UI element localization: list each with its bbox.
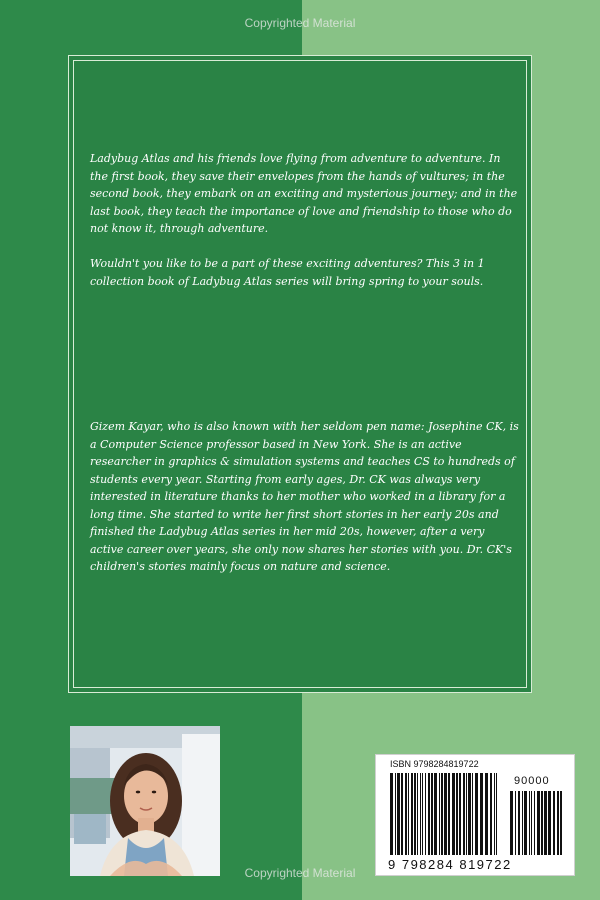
author-bio: Gizem Kayar, who is also known with her seldom pen name: Josephine CK, is a Computer Science professor based in New York. She is an active researcher in graphics & simulation systems and teaches CS to hundreds of students every year. Starting from early ages, Dr. CK was always very interested in literature thanks to her mother who worked in a library for a long time. She started to write her first short stories in her early 20s and finished the Ladybug Atlas series in her mid 20s, however, after a very active career over years, she only now shares her stories with you. Dr. CK's children's stories mainly focus on nature and science. — [90, 420, 519, 573]
barcode-bar — [431, 773, 433, 855]
barcode-bar — [414, 773, 416, 855]
barcode-bar — [510, 791, 513, 855]
barcode-bar — [422, 773, 423, 855]
author-photo-image — [70, 726, 220, 876]
barcode-bar — [441, 773, 443, 855]
isbn-label: ISBN 9798284819722 — [390, 759, 479, 769]
barcode-bar — [496, 773, 497, 855]
barcode-bar — [448, 773, 450, 855]
barcode-bar — [537, 791, 540, 855]
barcode-bar — [541, 791, 543, 855]
barcode-bar — [452, 773, 455, 855]
barcode-bar — [553, 791, 555, 855]
ean-number: 9 798284 819722 — [388, 857, 512, 872]
barcode-bar — [463, 773, 465, 855]
addon-number: 90000 — [514, 775, 550, 787]
barcode-bar — [557, 791, 559, 855]
barcode-bar — [548, 791, 551, 855]
ean-bars — [390, 773, 497, 855]
barcode-bar — [480, 773, 483, 855]
barcode-bar — [428, 773, 430, 855]
barcode-bar — [444, 773, 447, 855]
barcode-bar — [466, 773, 467, 855]
barcode-bar — [401, 773, 403, 855]
addon-bars — [510, 791, 562, 855]
barcode-bar — [485, 773, 488, 855]
watermark-bottom: Copyrighted Material — [244, 866, 356, 880]
barcode-bar — [405, 773, 407, 855]
barcode-bar — [544, 791, 547, 855]
barcode-bar — [395, 773, 396, 855]
barcode-bar — [475, 773, 478, 855]
barcode-bar — [524, 791, 527, 855]
description-paragraph-1: Ladybug Atlas and his friends love flying from adventure to adventure. In the first book, they save their envelopes from the hands of vultures; in the second book, they embark on an exciting and mysterious journey; and in the last book, they teach the importance of love and friendship to those who do not know it, through adventure. — [90, 152, 518, 235]
watermark-top: Copyrighted Material — [244, 16, 356, 30]
isbn-barcode — [375, 754, 575, 876]
barcode-bar — [456, 773, 458, 855]
barcode-bar — [534, 791, 535, 855]
barcode-bar — [397, 773, 400, 855]
barcode-bar — [560, 791, 562, 855]
barcode-bar — [411, 773, 413, 855]
barcode-bar — [468, 773, 471, 855]
barcode-bar — [408, 773, 409, 855]
author-photo — [70, 726, 220, 876]
barcode-bar — [494, 773, 495, 855]
barcode-bar — [425, 773, 426, 855]
barcode-bar — [439, 773, 440, 855]
barcode-bar — [518, 791, 520, 855]
barcode-bar — [472, 773, 473, 855]
barcode-bar — [515, 791, 516, 855]
barcode-bar — [529, 791, 530, 855]
barcode-bar — [434, 773, 437, 855]
barcode-bar — [522, 791, 523, 855]
description-paragraph-2: Wouldn't you like to be a part of these exciting adventures? This 3 in 1 collection book of Ladybug Atlas series will bring spring to your souls. — [90, 257, 485, 288]
barcode-bar — [459, 773, 461, 855]
barcode-bar — [417, 773, 418, 855]
barcode-bar — [531, 791, 532, 855]
barcode-bar — [390, 773, 393, 855]
barcode-bar — [420, 773, 421, 855]
barcode-bar — [490, 773, 492, 855]
